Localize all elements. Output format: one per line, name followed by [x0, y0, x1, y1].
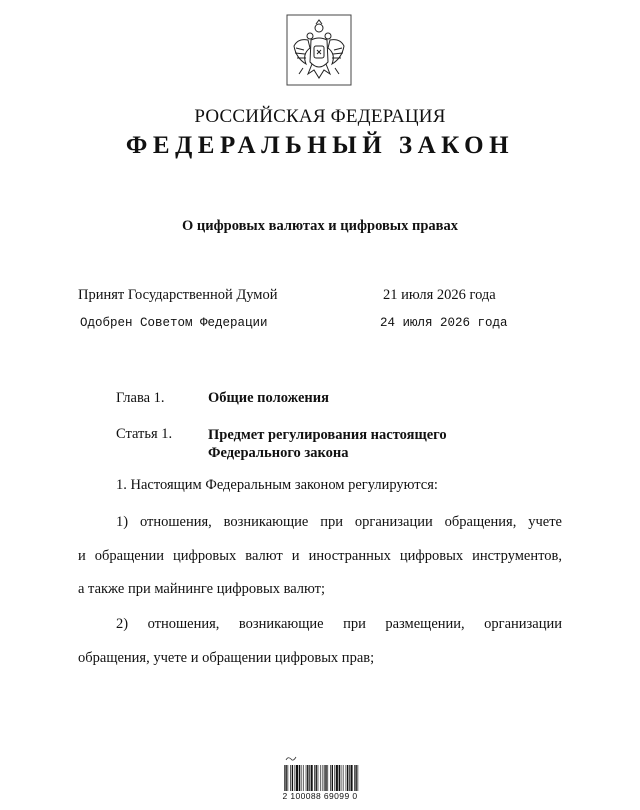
- adopted-date: 21 июля 2026 года: [383, 287, 496, 303]
- item2-line1: 2) отношения, возникающие при размещении, организации: [116, 616, 562, 632]
- item2-line2: обращения, учете и обращении цифровых прав;: [78, 650, 375, 666]
- article-title: [208, 426, 508, 462]
- coat-of-arms-icon: [286, 14, 352, 86]
- approved-label: Одобрен Советом Федерации: [80, 316, 268, 330]
- item1-line2: и обращении цифровых валют и иностранных цифровых инструментов,: [78, 548, 562, 564]
- item1-line3: а также при майнинге цифровых валют;: [78, 581, 326, 597]
- document-type-heading: ФЕДЕРАЛЬНЫЙ ЗАКОН: [125, 132, 515, 159]
- law-title: О цифровых валютах и цифровых правах: [182, 218, 458, 234]
- barcode-number: 2 100088 69099 0: [282, 791, 358, 801]
- approved-date: 24 июля 2026 года: [380, 316, 508, 330]
- article-title-line1: Предмет регулирования настоящего: [208, 427, 447, 443]
- item1-line1: 1) отношения, возникающие при организации обращения, учете: [116, 514, 562, 530]
- country-heading: РОССИЙСКАЯ ФЕДЕРАЦИЯ: [194, 106, 446, 127]
- chapter-label: Глава 1.: [116, 390, 165, 406]
- article-title-line2: Федерального закона: [208, 445, 349, 461]
- chapter-title: Общие положения: [208, 390, 329, 406]
- article-label: Статья 1.: [116, 426, 173, 442]
- intro-paragraph: 1. Настоящим Федеральным законом регулируются:: [116, 477, 438, 493]
- adopted-label: Принят Государственной Думой: [78, 287, 278, 303]
